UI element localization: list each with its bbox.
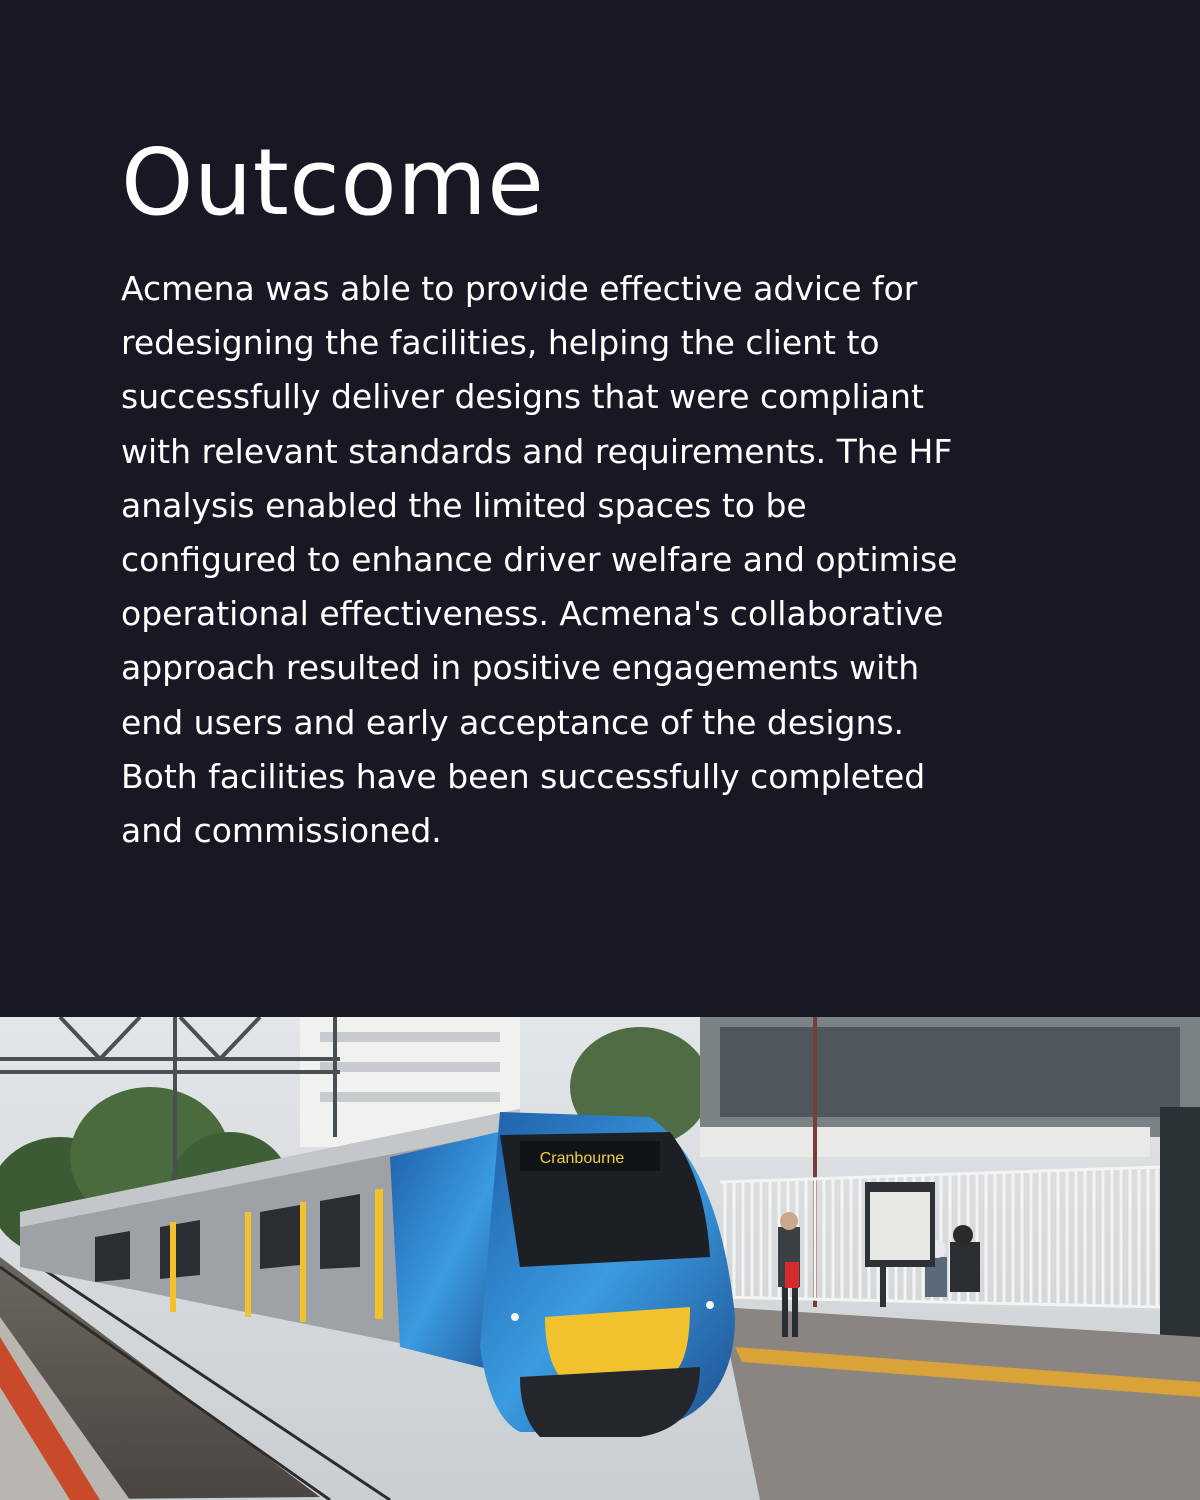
outcome-paragraph: Acmena was able to provide effective advice for redesigning the facilities, helping the client to successfully deliver designs that were compliant with relevant standards and requirements. The HF analysis enabled the limited spaces to be configured to enhance driver welfare and optimise operational effectiveness. Acmena's collaborative approach resulted in positive engagements with end users and early acceptance of the designs. Both facilities have been successfully completed and commissioned. [121,269,958,851]
page-title: Outcome [121,129,545,236]
destination-sign: Cranbourne [539,1150,625,1167]
train-station-photo [0,1017,1200,1500]
train-yellow-nose [545,1307,690,1377]
